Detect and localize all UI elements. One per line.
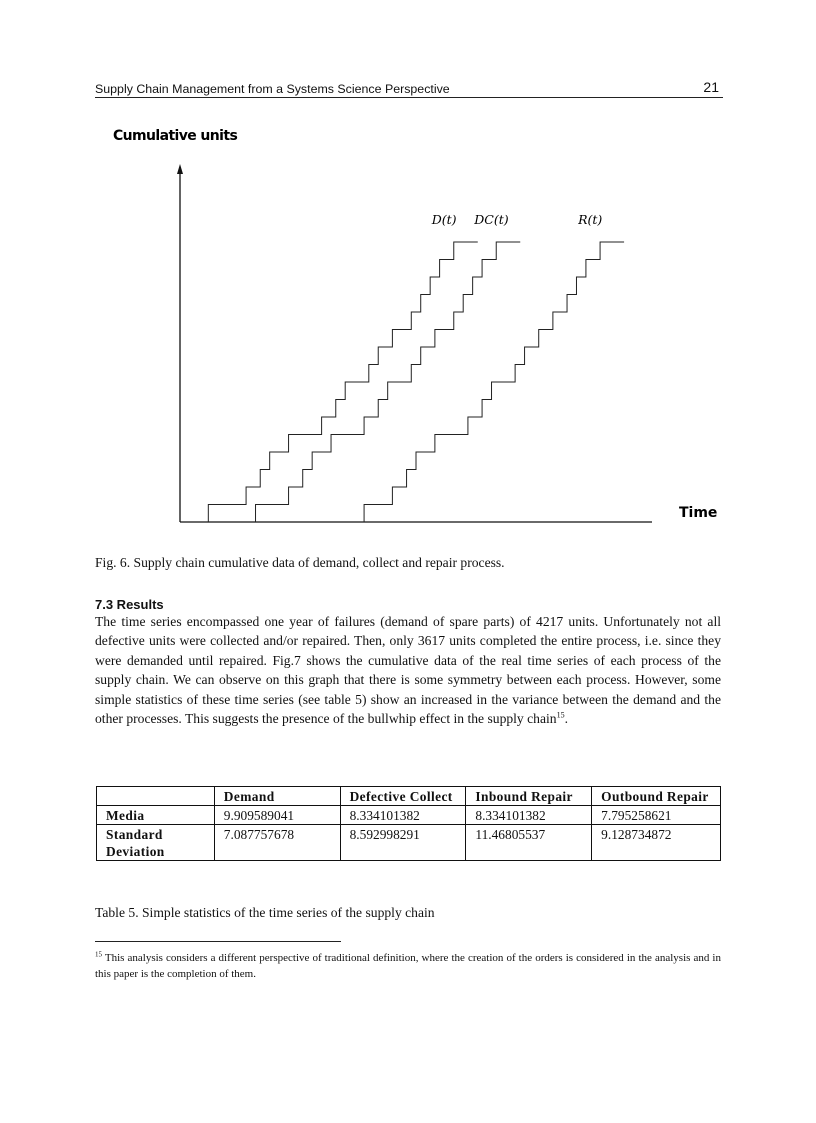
footnote-text: This analysis considers a different perspective of traditional definition, where the creation of the orders is considered in the analysis and in this paper is the completion of them. bbox=[95, 952, 721, 980]
table-cell: 8.334101382 bbox=[340, 806, 466, 825]
table-header-row bbox=[97, 787, 721, 806]
footnote-divider bbox=[95, 941, 341, 942]
table-cell: 9.909589041 bbox=[214, 806, 340, 825]
y-axis-arrow-icon bbox=[177, 164, 183, 174]
table-cell: 8.334101382 bbox=[466, 806, 592, 825]
table-header-cell bbox=[97, 787, 215, 806]
statistics-table bbox=[96, 786, 721, 861]
x-axis-label: Time bbox=[679, 505, 718, 521]
table-cell: 7.795258621 bbox=[592, 806, 721, 825]
table-header-cell: Inbound Repair bbox=[466, 787, 592, 806]
table-row-header: Media bbox=[97, 806, 215, 825]
footnote-ref: 15 bbox=[556, 710, 565, 720]
table-row bbox=[97, 825, 721, 861]
table-row bbox=[97, 806, 721, 825]
figure-caption: Fig. 6. Supply chain cumulative data of demand, collect and repair process. bbox=[95, 555, 505, 570]
paragraph-end: . bbox=[564, 711, 568, 727]
table-header-cell: Defective Collect bbox=[340, 787, 466, 806]
table-header-cell: Outbound Repair bbox=[592, 787, 721, 806]
series-label: D(t) bbox=[431, 212, 457, 227]
table-caption: Table 5. Simple statistics of the time series of the supply chain bbox=[95, 905, 435, 920]
footnote-number: 15 bbox=[95, 950, 102, 959]
series-label: DC(t) bbox=[474, 212, 509, 227]
running-header-title: Supply Chain Management from a Systems Science Perspective bbox=[95, 82, 450, 96]
table-row-header: Standard Deviation bbox=[97, 825, 215, 861]
footnote bbox=[95, 950, 721, 982]
table-cell: 9.128734872 bbox=[592, 825, 721, 861]
table-cell: 7.087757678 bbox=[214, 825, 340, 861]
y-axis-label: Cumulative units bbox=[113, 128, 238, 144]
table-cell: 8.592998291 bbox=[340, 825, 466, 861]
cumulative-units-chart bbox=[0, 0, 816, 540]
table-header-cell: Demand bbox=[214, 787, 340, 806]
section-heading: 7.3 Results bbox=[95, 597, 164, 612]
series-line-dt bbox=[208, 242, 477, 522]
page-number: 21 bbox=[703, 79, 719, 95]
paragraph-text: The time series encompassed one year of failures (demand of spare parts) of 4217 units. Unfortunately not all defective units were collected and/or repaired. Then, only 3617 units completed the entire process, i.e. since they were demanded until repaired. Fig.7 shows the cumulative data of the real time series of each process of the supply chain. We can observe on this graph that there is some symmetry between each process. However, some simple statistics of these time series (see table 5) show an increased in the variance between the demand and the other processes. This suggests the presence of the bullwhip effect in the supply chain bbox=[95, 614, 721, 727]
series-label: R(t) bbox=[578, 212, 603, 227]
series-line-dct bbox=[256, 242, 521, 522]
table-cell: 11.46805537 bbox=[466, 825, 592, 861]
results-paragraph bbox=[95, 612, 721, 728]
